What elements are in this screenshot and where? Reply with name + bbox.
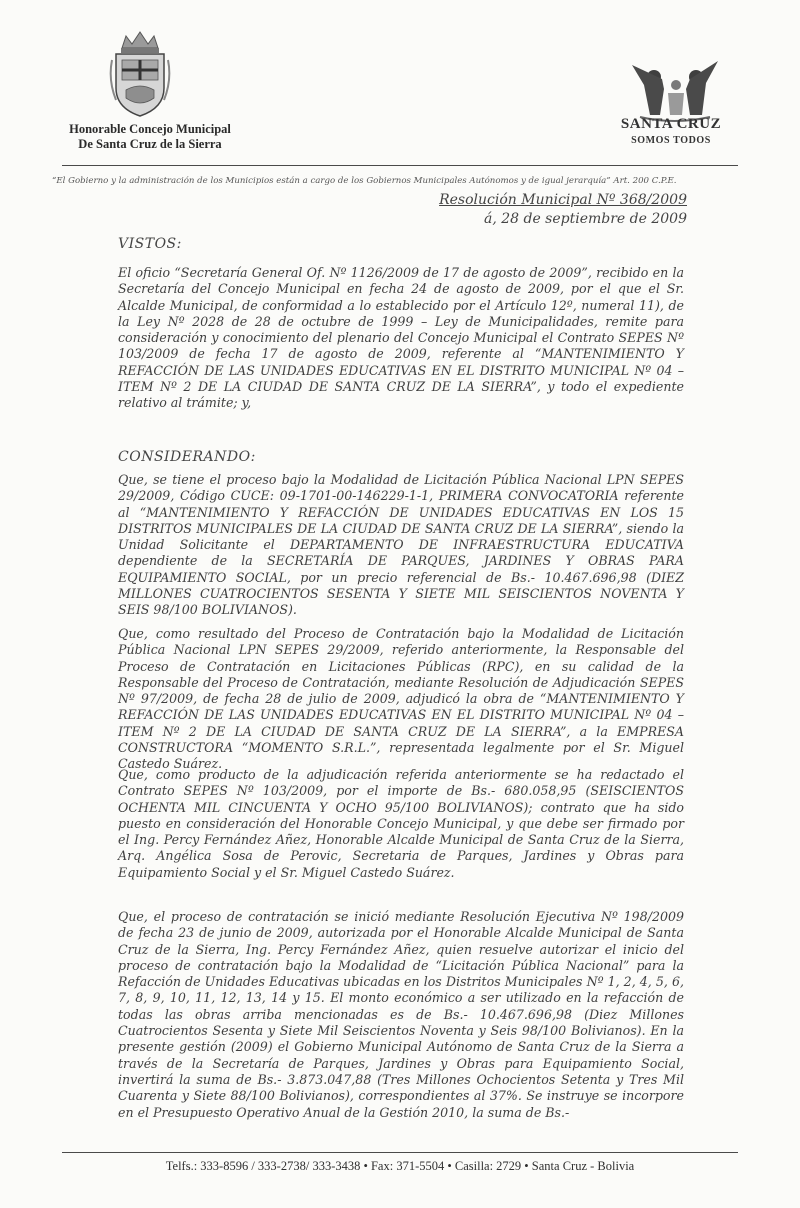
considerando-paragraph-1: Que, se tiene el proceso bajo la Modalidad de Licitación Pública Nacional LPN SEPES 29/2009, Código CUCE: 09-1701-00-146229-1-1, PRIMERA CONVOCATORIA referente al “MANTENIMIENTO Y REFACCIÓN DE UNIDADES EDUCATIVAS EN LOS 15 DISTRITOS MUNICIPALES DE LA CIUDAD DE SANTA CRUZ DE LA SIERRA”, siendo la Unidad Solicitante el DEPARTAMENTO DE INFRAESTRUCTURA EDUCATIVA dependiente de la SECRETARÍA DE PARQUES, JARDINES Y OBRAS PARA EQUIPAMIENTO SOCIAL, por un precio referencial de Bs.- 10.467.696,98 (DIEZ MILLONES CUATROCIENTOS SESENTA Y SIETE MIL SEISCIENTOS NOVENTA Y SEIS 98/100 BOLIVIANOS). [118, 472, 684, 618]
considerando-heading: CONSIDERANDO: [118, 449, 256, 465]
considerando-paragraph-4: Que, el proceso de contratación se inició mediante Resolución Ejecutiva Nº 198/2009 de fecha 23 de junio de 2009, autorizada por el Honorable Alcalde Municipal de Santa Cruz de la Sierra, Ing. Percy Fernández Añez, quien resuelve autorizar el inicio del proceso de contratación bajo la Modalidad de “Licitación Pública Nacional” para la Refacción de Unidades Educativas ubicadas en los Distritos Municipales Nº 1, 2, 4, 5, 6, 7, 8, 9, 10, 11, 12, 13, 14 y 15. El monto económico a ser utilizado en la refacción de todas las obras arriba mencionadas es de Bs.- 10.467.696,98 (Diez Millones Cuatrocientos Sesenta y Siete Mil Seiscientos Noventa y Seis 98/100 Bolivianos). En la presente gestión (2009) el Gobierno Municipal Autónomo de Santa Cruz de la Sierra a través de la Secretaría de Parques, Jardines y Obras para Equipamiento Social, invertirá la suma de Bs.- 3.873.047,88 (Tres Millones Ochocientos Setenta y Tres Mil Cuarenta y Siete 88/100 Bolivianos), correspondientes al 37%. Se instruye se incorpore en el Presupuesto Operativo Anual de la Gestión 2010, la suma de Bs.- [118, 909, 684, 1120]
council-name-line1: Honorable Concejo Municipal [69, 122, 231, 136]
footer-divider [62, 1152, 738, 1153]
vistos-heading: VISTOS: [118, 236, 182, 252]
header-divider [62, 165, 738, 166]
constitution-quote: “El Gobierno y la administración de los Municipios están a cargo de los Gobiernos Municipales Autónomos y de igual jerarquía” Art. 200 C.P.E. [52, 176, 677, 186]
logo-slogan: SOMOS TODOS [631, 135, 711, 146]
council-name [40, 122, 260, 152]
council-name-line2: De Santa Cruz de la Sierra [78, 137, 222, 151]
considerando-paragraph-3: Que, como producto de la adjudicación referida anteriormente se ha redactado el Contrato SEPES Nº 103/2009, por el importe de Bs.- 680.058,95 (SEISCIENTOS OCHENTA MIL CINCUENTA Y OCHO 95/100 BOLIVIANOS); contrato que ha sido puesto en consideración del Honorable Concejo Municipal, y que debe ser firmado por el Ing. Percy Fernández Añez, Honorable Alcalde Municipal de Santa Cruz de la Sierra, Arq. Angélica Sosa de Perovic, Secretaria de Parques, Jardines y Obras para Equipamiento Social y el Sr. Miguel Castedo Suárez. [118, 767, 684, 880]
resolution-date: á, 28 de septiembre de 2009 [483, 211, 687, 227]
footer-contact: Telfs.: 333-8596 / 333-2738/ 333-3438 • Fax: 371-5504 • Casilla: 2729 • Santa Cruz - Bolivia [165, 1159, 635, 1173]
logo-name: SANTA CRUZ [620, 116, 722, 132]
resolution-title: Resolución Municipal Nº 368/2009 [439, 192, 687, 208]
considerando-paragraph-2: Que, como resultado del Proceso de Contratación bajo la Modalidad de Licitación Pública Nacional LPN SEPES 29/2009, referido anteriormente, la Responsable del Proceso de Contratación en Licitaciones Públicas (RPC), en su calidad de la Responsable del Proceso de Contratación, mediante Resolución de Adjudicación SEPES Nº 97/2009, de fecha 28 de julio de 2009, adjudicó la obra de “MANTENIMIENTO Y REFACCIÓN DE LAS UNIDADES EDUCATIVAS EN EL DISTRITO MUNICIPAL Nº 04 – ITEM Nº 2 DE LA CIUDAD DE SANTA CRUZ DE LA SIERRA”, a la EMPRESA CONSTRUCTORA “MOMENTO S.R.L.”, representada legalmente por el Sr. Miguel Castedo Suárez. [118, 626, 684, 772]
vistos-paragraph: El oficio “Secretaría General Of. Nº 1126/2009 de 17 de agosto de 2009”, recibido en la Secretaría del Concejo Municipal en fecha 24 de agosto de 2009, por el que el Sr. Alcalde Municipal, de conformidad a lo establecido por el Artículo 12º, numeral 11), de la Ley Nº 2028 de 28 de octubre de 1999 – Ley de Municipalidades, remite para consideración y conocimiento del plenario del Concejo Municipal el Contrato SEPES Nº 103/2009 de fecha 17 de agosto de 2009, referente al “MANTENIMIENTO Y REFACCIÓN DE LAS UNIDADES EDUCATIVAS EN EL DISTRITO MUNICIPAL Nº 04 – ITEM Nº 2 DE LA CIUDAD DE SANTA CRUZ DE LA SIERRA”, y todo el expediente relativo al trámite; y, [118, 265, 684, 411]
municipal-crest-icon [108, 30, 172, 118]
